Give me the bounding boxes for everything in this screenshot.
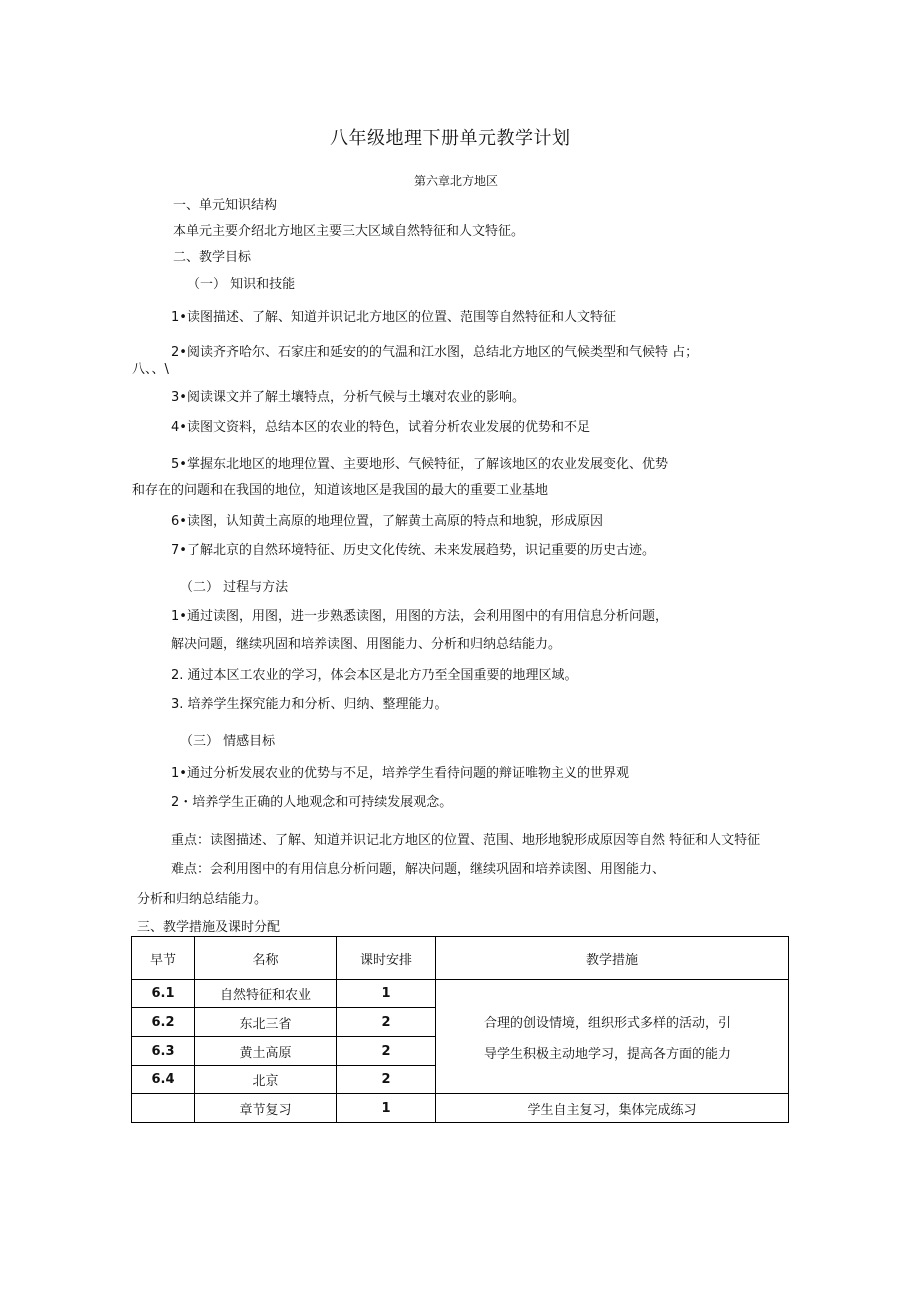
name-cell: 章节复习 — [195, 1094, 337, 1123]
list-item: 3. 培养学生探究能力和分析、归纳、整理能力。 — [171, 697, 448, 712]
name-cell: 东北三省 — [195, 1008, 337, 1037]
section-heading: 二、教学目标 — [173, 250, 252, 265]
list-item: 5•掌握东北地区的地理位置、主要地形、气候特征，了解该地区的农业发展变化、优势 — [171, 457, 668, 472]
table-header-row — [132, 937, 789, 980]
hours-cell: 2 — [337, 1037, 436, 1066]
header-cell: 早节 — [132, 937, 195, 980]
section-cell: 6.2 — [132, 1008, 195, 1037]
section-cell — [132, 1094, 195, 1123]
chapter-title: 第六章北方地区 — [414, 174, 499, 188]
table-row — [132, 980, 789, 1008]
subsection-heading: （二） 过程与方法 — [180, 580, 289, 595]
list-item: 解决问题，继续巩固和培养读图、用图能力、分析和归纳总结能力。 — [171, 637, 562, 652]
section-heading: 一、单元知识结构 — [173, 198, 278, 213]
list-item: 3•阅读课文并了解土壤特点，分析气候与土壤对农业的影响。 — [171, 390, 525, 405]
difficult-points: 难点：会利用图中的有用信息分析问题，解决问题，继续巩固和培养读图、用图能力、 — [171, 862, 666, 877]
list-item: 6•读图，认知黄土高原的地理位置，了解黄土高原的特点和地貌，形成原因 — [171, 514, 603, 529]
table-row — [132, 1094, 789, 1123]
header-cell: 教学措施 — [436, 937, 789, 980]
header-cell: 课时安排 — [337, 937, 436, 980]
section-cell: 6.1 — [132, 980, 195, 1008]
measures-cell: 学生自主复习，集体完成练习 — [436, 1094, 789, 1123]
measures-line: 合理的创设情境，组织形式多样的活动，引 — [484, 1015, 732, 1031]
list-item: 1•通过分析发展农业的优势与不足，培养学生看待问题的辩证唯物主义的世界观 — [171, 766, 629, 781]
list-item: 八、、\ — [132, 362, 169, 377]
hours-cell: 1 — [337, 980, 436, 1008]
list-item: 1•读图描述、了解、知道并识记北方地区的位置、范围等自然特征和人文特征 — [171, 310, 616, 325]
measures-line: 导学生积极主动地学习，提高各方面的能力 — [484, 1046, 732, 1062]
name-cell: 黄土高原 — [195, 1037, 337, 1066]
section-heading: 三、教学措施及课时分配 — [137, 920, 281, 935]
hours-cell: 2 — [337, 1008, 436, 1037]
header-cell: 名称 — [195, 937, 337, 980]
schedule-table — [131, 936, 789, 1123]
list-item: 7•了解北京的自然环境特征、历史文化传统、未来发展趋势，识记重要的历史古迹。 — [171, 543, 655, 558]
name-cell: 自然特征和农业 — [195, 980, 337, 1008]
list-item: 2. 通过本区工农业的学习，体会本区是北方乃至全国重要的地理区域。 — [171, 668, 578, 683]
list-item: 4•读图文资料，总结本区的农业的特色，试着分析农业发展的优势和不足 — [171, 420, 590, 435]
list-item: 2•阅读齐齐哈尔、石家庄和延安的的气温和江水图，总结北方地区的气候类型和气候特 占； — [171, 345, 699, 360]
subsection-heading: （三） 情感目标 — [180, 734, 276, 749]
name-cell: 北京 — [195, 1066, 337, 1094]
hours-cell: 1 — [337, 1094, 436, 1123]
list-item: 1•通过读图，用图，进一步熟悉读图，用图的方法，会利用图中的有用信息分析问题， — [171, 609, 668, 624]
key-points: 重点：读图描述、了解、知道并识记北方地区的位置、范围、地形地貌形成原因等自然 特征和人文特征 — [171, 833, 761, 848]
list-item: 和存在的问题和在我国的地位，知道该地区是我国的最大的重要工业基地 — [132, 483, 549, 498]
subsection-heading: （一） 知识和技能 — [187, 277, 296, 292]
difficult-points-cont: 分析和归纳总结能力。 — [137, 892, 268, 907]
page-title: 八年级地理下册单元教学计划 — [330, 128, 571, 149]
hours-cell: 2 — [337, 1066, 436, 1094]
section-cell: 6.3 — [132, 1037, 195, 1066]
list-item: 2・培养学生正确的人地观念和可持续发展观念。 — [171, 795, 453, 810]
measures-cell — [436, 980, 789, 1094]
section-cell: 6.4 — [132, 1066, 195, 1094]
paragraph: 本单元主要介绍北方地区主要三大区域自然特征和人文特征。 — [173, 224, 525, 239]
